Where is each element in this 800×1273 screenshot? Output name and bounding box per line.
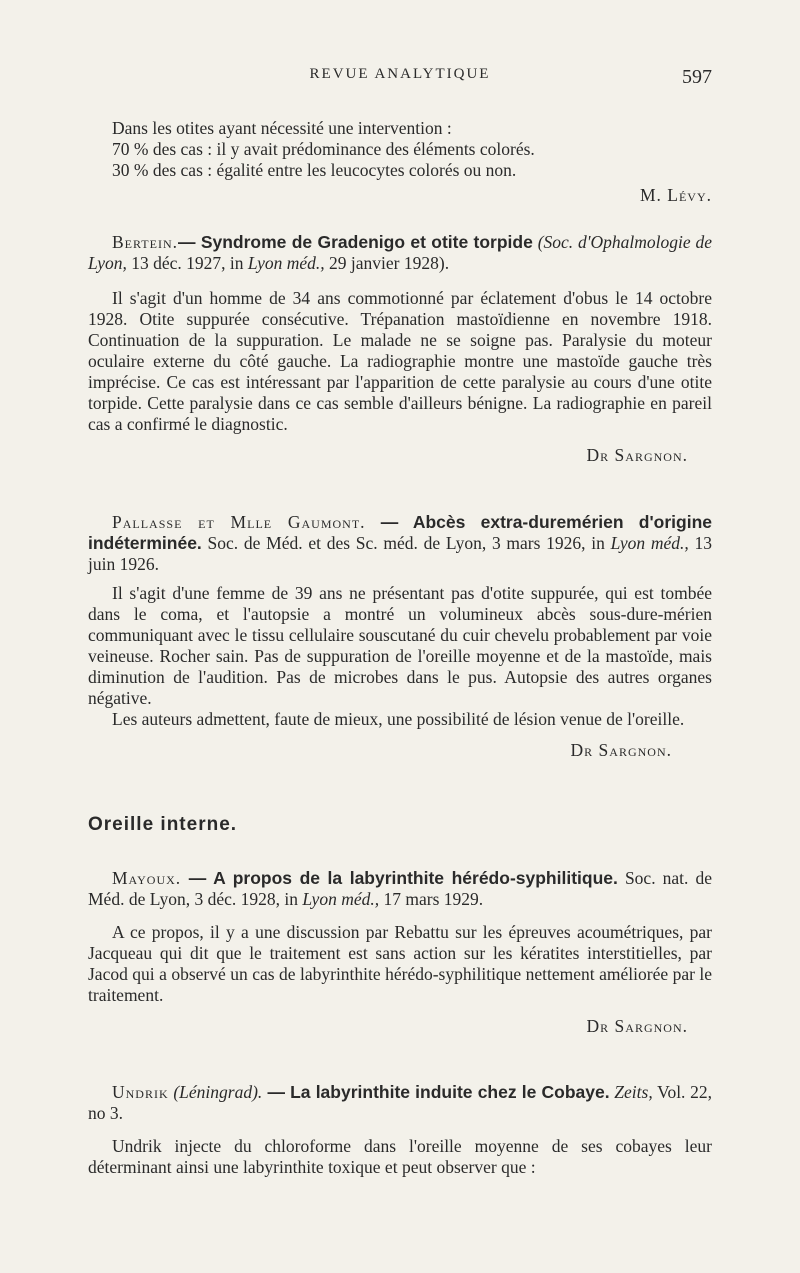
article-date: 17 mars 1929. bbox=[379, 889, 484, 909]
article-author: Mayoux. bbox=[112, 868, 182, 888]
page-number: 597 bbox=[682, 66, 712, 88]
article-journal: Zeits, bbox=[609, 1082, 653, 1102]
article-source: (Soc. d'Ophalmologie de Lyon, bbox=[88, 232, 713, 273]
article-title: — Syndrome de Gradenigo et otite torpide bbox=[177, 232, 533, 252]
article-body: A ce propos, il y a une discussion par Rebattu sur les épreuves acoumétriques, par Jacqueau qui dit que le traitement est sans action sur les kératites interstitielles, par Jacod qui a observé un cas de labyrinthite hérédo-syphilitique nettement améliorée par le traitement. bbox=[88, 922, 712, 1005]
article-place: (Léningrad). bbox=[168, 1082, 263, 1102]
section-title: Oreille interne. bbox=[88, 814, 238, 835]
article-body: Il s'agit d'un homme de 34 ans commotionné par éclatement d'obus le 14 octobre 1928. Otite suppurée consécutive. Trépanation mastoïdienne en novembre 1918. Continuation de la suppuration. Le malade ne se soigne pas. Paralysie du moteur oculaire externe du côté gauche. La radiographie montre une mastoïde gauche très imprécise. Ce cas est intéressant par l'apparition de cette paralysie au cours d'une otite torpide. Cette paralysie dans ce cas semble d'ailleurs bénigne. La radiographie en pareil cas a confirmé le diagnostic. bbox=[88, 288, 712, 434]
section-heading bbox=[88, 814, 712, 836]
article-date: 29 janvier 1928). bbox=[324, 253, 450, 273]
article-title: — Abcès extra-duremérien d'origine indéterminée. bbox=[88, 512, 712, 553]
article-heading bbox=[88, 232, 712, 274]
article-conclusion: Les auteurs admettent, faute de mieux, une possibilité de lésion venue de l'oreille. bbox=[112, 709, 685, 729]
article-body: Il s'agit d'une femme de 39 ans ne présentant pas d'otite suppurée, qui est tombée dans le coma, et l'autopsie a montré un volumineux abcès sous-dure-mérien communiquant avec le tissu cellulaire souscutané du cuir chevelu probablement par voie veineuse. Rocher sain. Pas de suppuration de l'oreille moyenne et de la mastoïde, mais diminution de l'audition. Pas de microbes dans le pus. Autopsie des autres organes négative. bbox=[88, 583, 712, 708]
article-source: Vol. 22, no 3. bbox=[88, 1082, 712, 1123]
statistics-line-1: Dans les otites ayant nécessité une intervention : bbox=[112, 118, 452, 138]
article-title: — La labyrinthite induite chez le Cobaye. bbox=[262, 1082, 610, 1102]
signature-sargnon: Dr Sargnon. bbox=[570, 740, 672, 760]
article-journal: Lyon méd., bbox=[302, 889, 380, 909]
article-authors: Pallasse et Mlle Gaumont. bbox=[112, 512, 366, 532]
statistics-line-3: 30 % des cas : égalité entre les leucocytes colorés ou non. bbox=[112, 160, 517, 180]
article-author: Undrik bbox=[112, 1082, 169, 1102]
statistics-line-2: 70 % des cas : il y avait prédominance des éléments colorés. bbox=[112, 139, 535, 159]
article-heading bbox=[88, 1082, 712, 1124]
article-heading bbox=[88, 868, 712, 910]
signature-levy: M. Lévy. bbox=[639, 185, 712, 205]
article-author: Bertein. bbox=[112, 232, 178, 252]
signature-sargnon: Dr Sargnon. bbox=[586, 445, 688, 465]
article-journal: Lyon méd., bbox=[610, 533, 689, 553]
article-undrik bbox=[88, 1082, 712, 1178]
article-source-date: 13 déc. 1927, in bbox=[126, 253, 248, 273]
article-title: — A propos de la labyrinthite hérédo-syphilitique. bbox=[181, 868, 618, 888]
article-date: 13 juin 1926. bbox=[88, 533, 712, 574]
article-source: Soc. nat. de Méd. de Lyon, 3 déc. 1928, in bbox=[88, 868, 713, 909]
article-heading bbox=[88, 512, 712, 575]
article-source: Soc. de Méd. et des Sc. méd. de Lyon, 3 mars 1926, in bbox=[201, 533, 611, 553]
article-bertein bbox=[88, 232, 712, 466]
article-pallasse-gaumont bbox=[88, 512, 712, 761]
otitis-statistics bbox=[88, 118, 712, 206]
running-title: REVUE ANALYTIQUE bbox=[309, 66, 491, 82]
article-journal: Lyon méd., bbox=[247, 253, 325, 273]
article-mayoux bbox=[88, 868, 712, 1037]
signature-sargnon: Dr Sargnon. bbox=[586, 1016, 688, 1036]
article-body: Undrik injecte du chloroforme dans l'oreille moyenne de ses cobayes leur déterminant ainsi une labyrinthite toxique et peut observer que : bbox=[88, 1136, 712, 1177]
